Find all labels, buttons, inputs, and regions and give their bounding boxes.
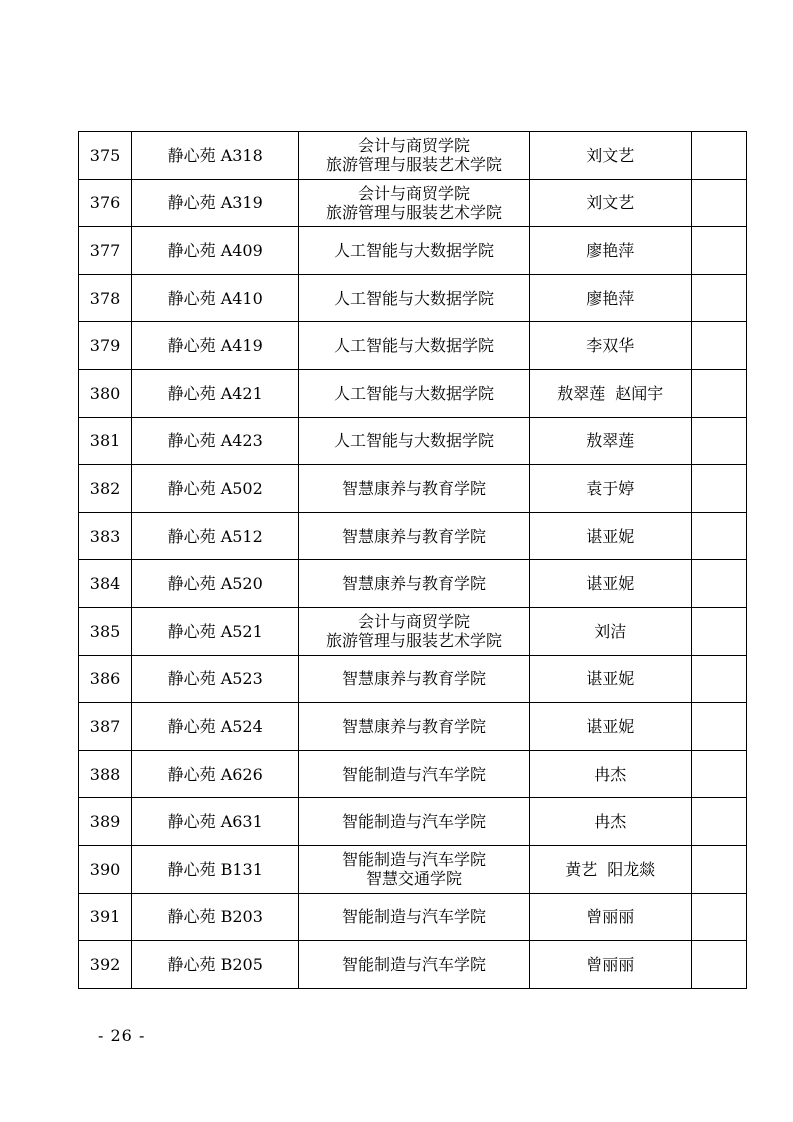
dormitory-table-container	[78, 131, 747, 989]
person-cell	[529, 607, 691, 655]
college-cell	[299, 607, 529, 655]
college-name: 智慧康养与教育学院	[341, 478, 486, 498]
room-cell: 静心苑 A423	[132, 417, 299, 465]
person-cell	[529, 465, 691, 513]
college-cell	[299, 893, 529, 941]
room-cell: 静心苑 A419	[132, 322, 299, 370]
college-cell	[299, 274, 529, 322]
college-name: 人工智能与大数据学院	[333, 336, 494, 356]
college-cell	[299, 227, 529, 275]
room-cell: 静心苑 A319	[132, 179, 299, 227]
person-name: 谌亚妮	[586, 526, 635, 546]
college-name: 人工智能与大数据学院	[333, 431, 494, 451]
person-cell	[529, 179, 691, 227]
dormitory-table	[78, 131, 747, 989]
person-name: 谌亚妮	[586, 716, 635, 736]
remarks-cell	[691, 750, 746, 798]
room-cell: 静心苑 B203	[132, 893, 299, 941]
row-number-cell: 390	[79, 845, 132, 893]
college-name: 旅游管理与服装艺术学院	[325, 202, 502, 222]
college-cell	[299, 512, 529, 560]
college-name: 智能制造与汽车学院	[341, 907, 486, 927]
remarks-cell	[691, 845, 746, 893]
person-name: 廖艳萍	[586, 288, 635, 308]
room-cell: 静心苑 A409	[132, 227, 299, 275]
person-name: 刘洁	[594, 621, 627, 641]
table-row	[79, 655, 747, 703]
college-cell	[299, 465, 529, 513]
table-row	[79, 893, 747, 941]
room-cell: 静心苑 A421	[132, 369, 299, 417]
person-cell	[529, 845, 691, 893]
person-cell	[529, 227, 691, 275]
person-cell	[529, 322, 691, 370]
person-cell	[529, 798, 691, 846]
person-name: 刘文艺	[586, 145, 635, 165]
person-name: 冉杰	[594, 812, 627, 832]
table-row	[79, 465, 747, 513]
college-cell	[299, 798, 529, 846]
room-cell: 静心苑 B205	[132, 941, 299, 989]
room-cell: 静心苑 A520	[132, 560, 299, 608]
college-name: 人工智能与大数据学院	[333, 240, 494, 260]
college-name: 旅游管理与服装艺术学院	[325, 631, 502, 651]
remarks-cell	[691, 655, 746, 703]
row-number-cell: 381	[79, 417, 132, 465]
college-name: 智慧康养与教育学院	[341, 669, 486, 689]
remarks-cell	[691, 703, 746, 751]
person-name: 李双华	[586, 336, 635, 356]
table-row	[79, 227, 747, 275]
college-name: 智慧交通学院	[365, 869, 462, 889]
room-cell: 静心苑 A512	[132, 512, 299, 560]
person-name: 刘文艺	[586, 193, 635, 213]
remarks-cell	[691, 179, 746, 227]
college-name: 智慧康养与教育学院	[341, 574, 486, 594]
college-cell	[299, 369, 529, 417]
table-row	[79, 274, 747, 322]
person-cell	[529, 512, 691, 560]
room-cell: 静心苑 A626	[132, 750, 299, 798]
person-cell	[529, 750, 691, 798]
remarks-cell	[691, 560, 746, 608]
remarks-cell	[691, 369, 746, 417]
person-name: 曾丽丽	[586, 907, 635, 927]
row-number-cell: 389	[79, 798, 132, 846]
person-cell	[529, 369, 691, 417]
table-body	[79, 132, 747, 989]
person-name: 廖艳萍	[586, 240, 635, 260]
person-name: 敖翠莲	[586, 431, 635, 451]
college-name: 人工智能与大数据学院	[333, 383, 494, 403]
person-name: 曾丽丽	[586, 954, 635, 974]
table-row	[79, 607, 747, 655]
remarks-cell	[691, 322, 746, 370]
person-cell	[529, 274, 691, 322]
room-cell: 静心苑 A523	[132, 655, 299, 703]
table-row	[79, 512, 747, 560]
table-row	[79, 750, 747, 798]
college-cell	[299, 417, 529, 465]
table-row	[79, 941, 747, 989]
row-number-cell: 384	[79, 560, 132, 608]
row-number-cell: 387	[79, 703, 132, 751]
table-row	[79, 703, 747, 751]
person-cell	[529, 132, 691, 180]
person-cell	[529, 703, 691, 751]
college-cell	[299, 750, 529, 798]
remarks-cell	[691, 132, 746, 180]
person-name: 阳龙燚	[607, 859, 656, 879]
remarks-cell	[691, 274, 746, 322]
row-number-cell: 388	[79, 750, 132, 798]
person-name: 敖翠莲	[557, 383, 606, 403]
room-cell: 静心苑 A631	[132, 798, 299, 846]
row-number-cell: 380	[79, 369, 132, 417]
person-cell	[529, 560, 691, 608]
college-cell	[299, 132, 529, 180]
college-name: 会计与商贸学院	[357, 183, 470, 203]
remarks-cell	[691, 465, 746, 513]
room-cell: 静心苑 A502	[132, 465, 299, 513]
person-cell	[529, 417, 691, 465]
room-cell: 静心苑 A521	[132, 607, 299, 655]
college-name: 旅游管理与服装艺术学院	[325, 155, 502, 175]
row-number-cell: 392	[79, 941, 132, 989]
row-number-cell: 385	[79, 607, 132, 655]
college-name: 人工智能与大数据学院	[333, 288, 494, 308]
row-number-cell: 376	[79, 179, 132, 227]
room-cell: 静心苑 B131	[132, 845, 299, 893]
remarks-cell	[691, 417, 746, 465]
college-name: 会计与商贸学院	[357, 136, 470, 156]
table-row	[79, 845, 747, 893]
college-cell	[299, 322, 529, 370]
room-cell: 静心苑 A318	[132, 132, 299, 180]
row-number-cell: 379	[79, 322, 132, 370]
table-row	[79, 322, 747, 370]
college-name: 智慧康养与教育学院	[341, 716, 486, 736]
room-cell: 静心苑 A410	[132, 274, 299, 322]
person-name: 赵闻宇	[615, 383, 664, 403]
college-name: 会计与商贸学院	[357, 612, 470, 632]
person-name: 谌亚妮	[586, 574, 635, 594]
row-number-cell: 383	[79, 512, 132, 560]
page-number: - 26 -	[98, 1026, 146, 1045]
person-cell	[529, 941, 691, 989]
remarks-cell	[691, 941, 746, 989]
college-cell	[299, 703, 529, 751]
row-number-cell: 386	[79, 655, 132, 703]
college-name: 智能制造与汽车学院	[341, 812, 486, 832]
college-name: 智能制造与汽车学院	[341, 764, 486, 784]
college-name: 智能制造与汽车学院	[341, 954, 486, 974]
row-number-cell: 377	[79, 227, 132, 275]
college-cell	[299, 941, 529, 989]
table-row	[79, 560, 747, 608]
remarks-cell	[691, 893, 746, 941]
college-cell	[299, 655, 529, 703]
remarks-cell	[691, 798, 746, 846]
table-row	[79, 132, 747, 180]
row-number-cell: 378	[79, 274, 132, 322]
table-row	[79, 179, 747, 227]
college-name: 智慧康养与教育学院	[341, 526, 486, 546]
college-cell	[299, 845, 529, 893]
college-name: 智能制造与汽车学院	[341, 850, 486, 870]
table-row	[79, 417, 747, 465]
college-cell	[299, 560, 529, 608]
remarks-cell	[691, 607, 746, 655]
person-name: 冉杰	[594, 764, 627, 784]
person-name: 谌亚妮	[586, 669, 635, 689]
table-row	[79, 369, 747, 417]
remarks-cell	[691, 512, 746, 560]
room-cell: 静心苑 A524	[132, 703, 299, 751]
person-name: 袁于婷	[586, 478, 635, 498]
table-row	[79, 798, 747, 846]
person-cell	[529, 893, 691, 941]
row-number-cell: 391	[79, 893, 132, 941]
college-cell	[299, 179, 529, 227]
person-cell	[529, 655, 691, 703]
remarks-cell	[691, 227, 746, 275]
row-number-cell: 382	[79, 465, 132, 513]
person-name: 黄艺	[565, 859, 598, 879]
row-number-cell: 375	[79, 132, 132, 180]
